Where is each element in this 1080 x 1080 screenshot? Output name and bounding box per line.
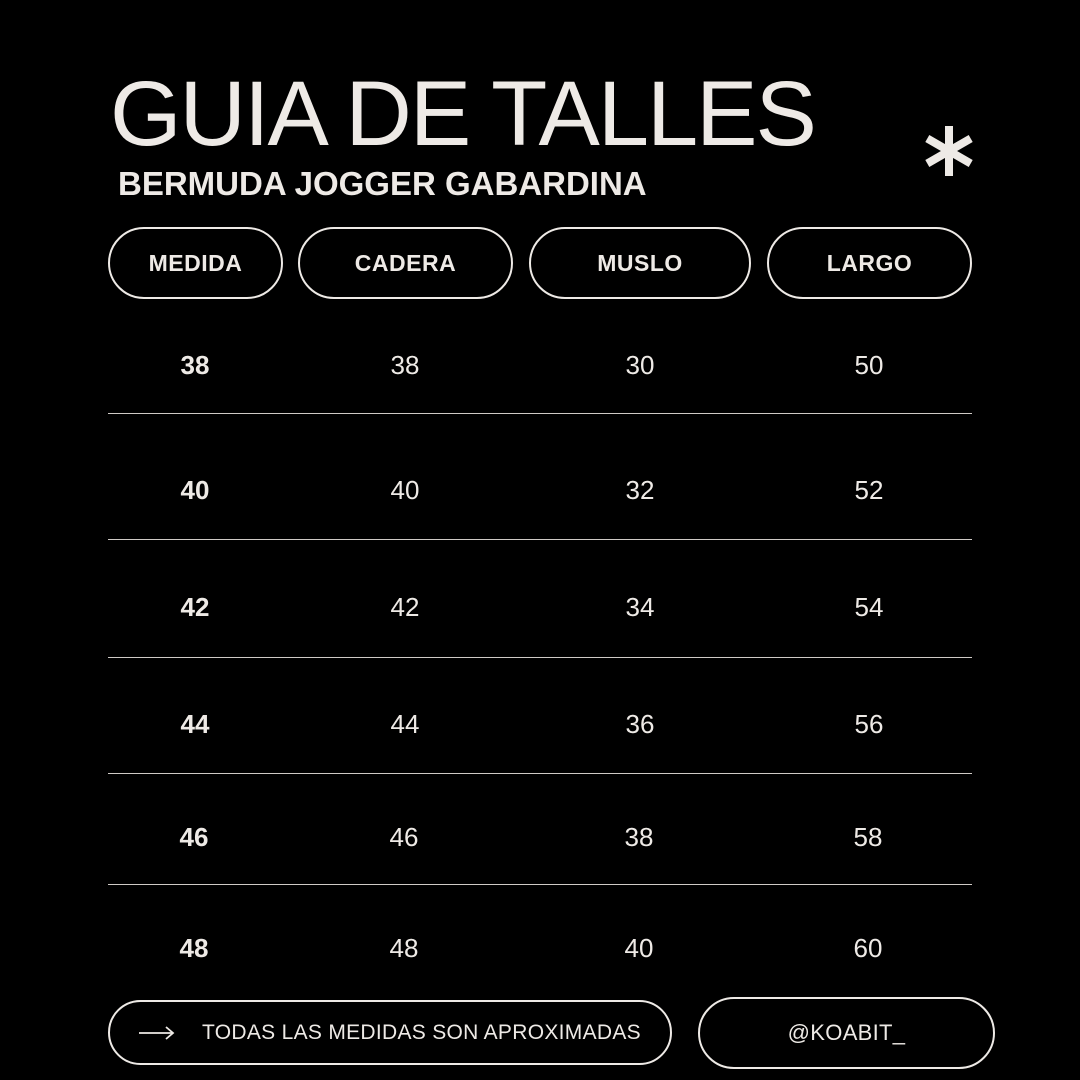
disclaimer-text: TODAS LAS MEDIDAS SON APROXIMADAS xyxy=(202,1020,641,1044)
cell-cadera: 42 xyxy=(390,592,420,622)
row-divider xyxy=(108,884,972,885)
column-header-cadera: CADERA xyxy=(298,227,513,299)
disclaimer-pill xyxy=(108,1000,672,1065)
cell-largo: 50 xyxy=(854,350,884,380)
arrow-right-icon xyxy=(138,1025,176,1041)
cell-cadera: 46 xyxy=(389,822,419,852)
cell-medida: 46 xyxy=(179,822,209,852)
cell-largo: 56 xyxy=(854,709,884,739)
cell-muslo: 36 xyxy=(625,709,655,739)
column-header-largo: LARGO xyxy=(767,227,972,299)
cell-cadera: 40 xyxy=(390,475,420,505)
cell-muslo: 40 xyxy=(624,933,654,963)
cell-largo: 60 xyxy=(853,933,883,963)
row-divider xyxy=(108,539,972,540)
cell-largo: 52 xyxy=(854,475,884,505)
cell-muslo: 34 xyxy=(625,592,655,622)
cell-medida: 48 xyxy=(179,933,209,963)
cell-muslo: 32 xyxy=(625,475,655,505)
cell-muslo: 38 xyxy=(624,822,654,852)
page-title: GUIA DE TALLES xyxy=(110,63,815,165)
column-header-medida: MEDIDA xyxy=(108,227,283,299)
row-divider xyxy=(108,657,972,658)
cell-cadera: 44 xyxy=(390,709,420,739)
page-subtitle: BERMUDA JOGGER GABARDINA xyxy=(118,165,647,202)
cell-cadera: 48 xyxy=(389,933,419,963)
social-handle: @KOABIT_ xyxy=(698,997,995,1069)
cell-medida: 38 xyxy=(180,350,210,380)
cell-largo: 54 xyxy=(854,592,884,622)
cell-cadera: 38 xyxy=(390,350,420,380)
cell-medida: 40 xyxy=(180,475,210,505)
row-divider xyxy=(108,773,972,774)
cell-medida: 42 xyxy=(180,592,210,622)
column-header-muslo: MUSLO xyxy=(529,227,751,299)
row-divider xyxy=(108,413,972,414)
cell-muslo: 30 xyxy=(625,350,655,380)
cell-largo: 58 xyxy=(853,822,883,852)
cell-medida: 44 xyxy=(180,709,210,739)
asterisk-icon xyxy=(920,122,978,180)
